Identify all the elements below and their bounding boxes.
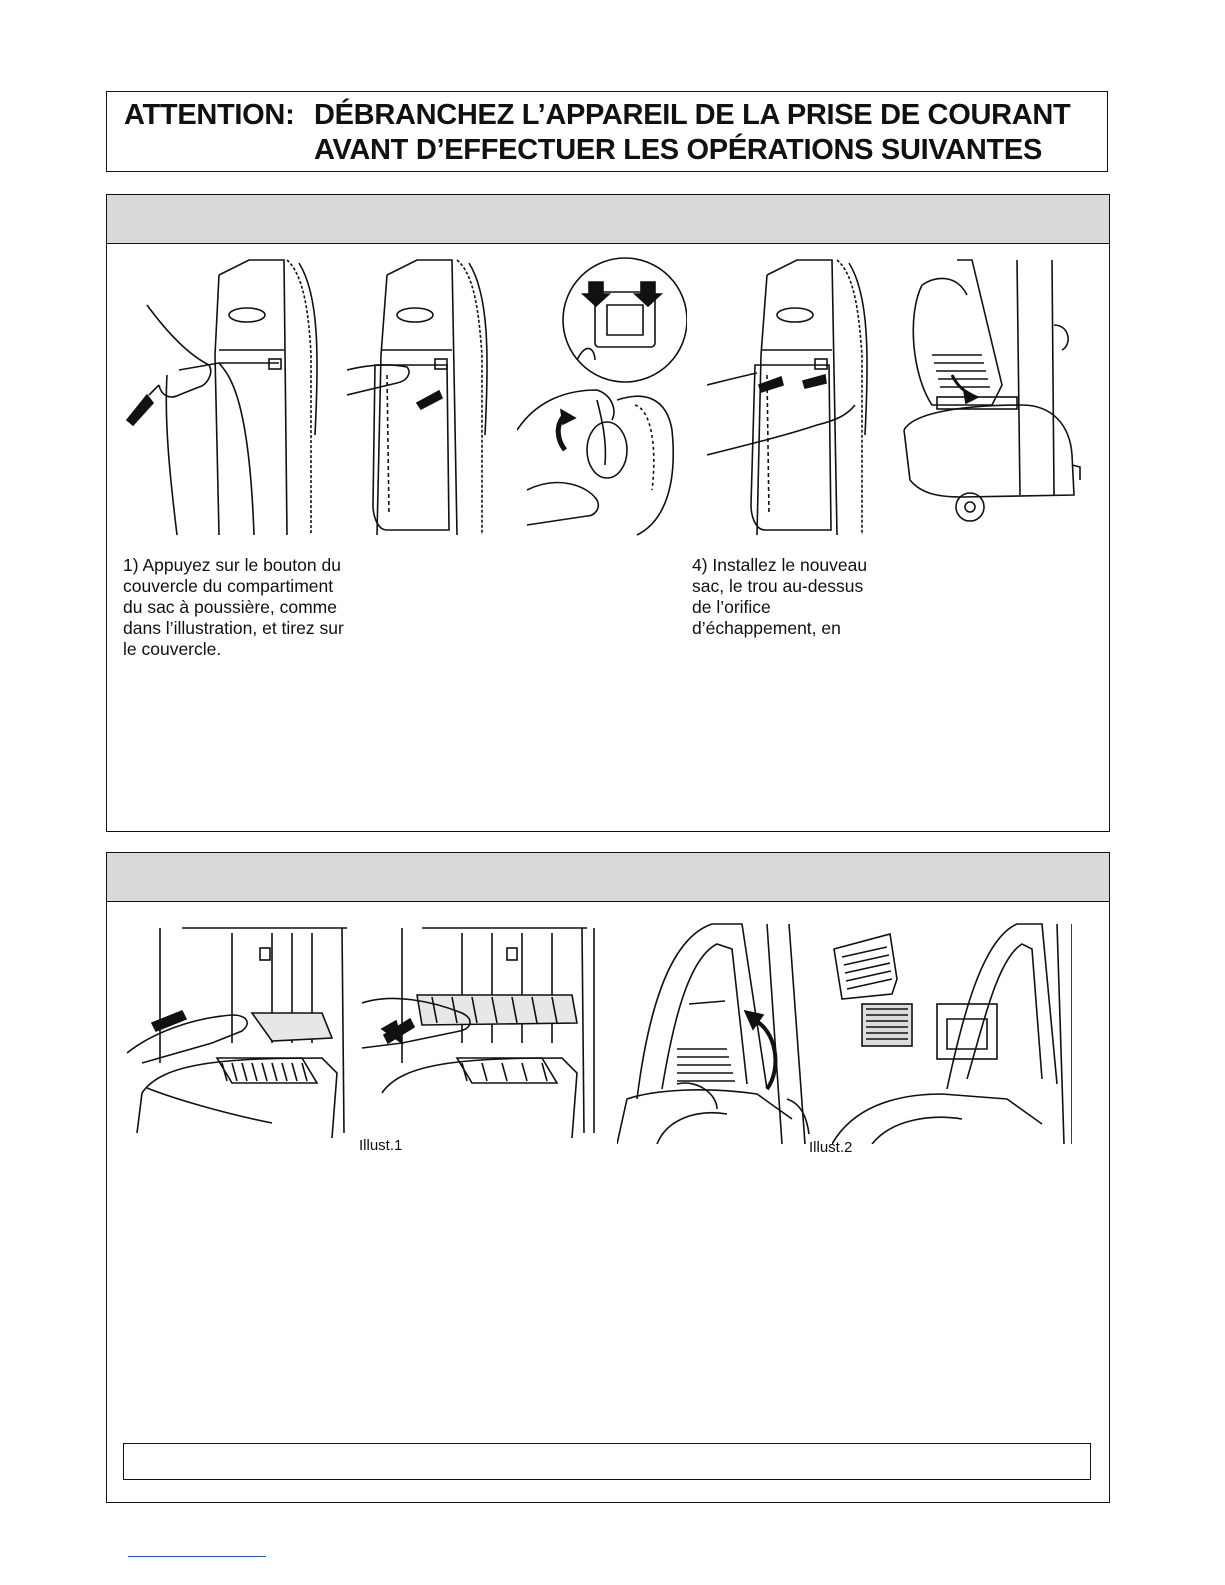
open-exhaust-grill-illustration — [617, 919, 832, 1144]
note-box — [123, 1443, 1091, 1480]
bag-collar-illustration — [517, 250, 687, 540]
step-1-text: 1) Appuyez sur le bouton du couvercle du compartiment du sac à poussière, comme dans l’illustration, et tirez sur le couvercle. — [123, 555, 344, 659]
filter-replacement-panel — [106, 852, 1110, 1503]
step-4-text: 4) Installez le nouveau sac, le trou au-dessus de l’orifice d’échappement, en — [692, 555, 868, 638]
vacuum-side-illustration — [902, 255, 1087, 525]
exhaust-filter-illustration — [832, 919, 1072, 1144]
bag-replacement-panel — [106, 194, 1110, 832]
panel-header-band — [107, 195, 1109, 244]
install-bag-illustration — [707, 255, 882, 539]
link-underline — [128, 1556, 266, 1557]
remove-bag-illustration — [347, 255, 517, 539]
warning-line-2: AVANT D’EFFECTUER LES OPÉRATIONS SUIVANTES — [314, 134, 1043, 166]
open-cover-illustration — [119, 255, 319, 539]
warning-box — [106, 91, 1108, 172]
insert-filter-illustration — [362, 923, 602, 1143]
remove-filter-illustration — [122, 923, 352, 1143]
warning-line-1: DÉBRANCHEZ L’APPAREIL DE LA PRISE DE COURANT — [314, 99, 1071, 131]
panel-header-band — [107, 853, 1109, 902]
illust-1-caption: Illust.1 — [359, 1137, 403, 1154]
illust-2-caption: Illust.2 — [809, 1139, 853, 1156]
warning-label: ATTENTION: — [124, 99, 295, 131]
